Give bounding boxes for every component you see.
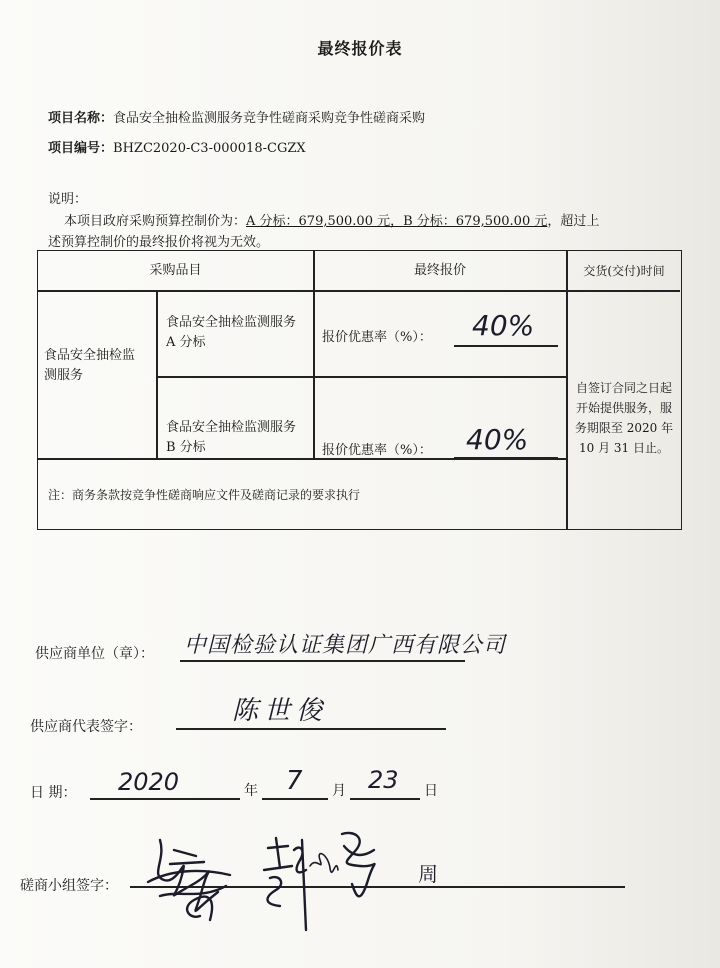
note-suffix: ，超过上	[547, 214, 600, 229]
rep-underline	[176, 728, 446, 730]
signature-stroke	[264, 838, 292, 906]
note-prefix: 本项目政府采购预算控制价为：	[64, 214, 247, 229]
rate-a-underline	[454, 345, 558, 347]
signature-stroke	[342, 833, 375, 896]
project-name-row	[48, 107, 425, 126]
supplier-underline	[180, 660, 465, 662]
panel-label: 磋商小组签字：	[20, 878, 118, 894]
rate-b-underline	[454, 457, 558, 459]
table-rule	[38, 290, 680, 292]
panel-signature-zhou: 周	[418, 862, 438, 886]
rate-b-value: 40%	[466, 423, 529, 456]
rep-handwritten: 陈世俊	[232, 696, 329, 726]
day-unit: 日	[424, 783, 438, 799]
year-value: 2020	[118, 768, 180, 796]
header-price: 最终报价	[413, 262, 466, 278]
rate-a-label: 报价优惠率（%）：	[322, 330, 432, 345]
category-cell: 食品安全抽检监测服务	[44, 348, 136, 383]
table-rule	[156, 376, 566, 378]
quote-table	[37, 250, 682, 530]
table-rule	[156, 290, 158, 458]
panel-signatures	[130, 820, 460, 940]
header-delivery: 交货(交付)时间	[583, 263, 665, 278]
note-line-2: 述预算控制价的最终报价将视为无效。	[48, 235, 270, 250]
rep-label: 供应商代表签字：	[30, 719, 142, 735]
date-label: 日 期：	[30, 785, 77, 801]
note-amounts: A 分标：679,500.00 元，B 分标：679,500.00 元	[246, 214, 548, 229]
project-code-value: BHZC2020-C3-000018-CGZX	[113, 141, 306, 156]
month-value: 7	[286, 766, 303, 796]
item-b-cell: 食品安全抽检监测服务 B 分标	[166, 420, 297, 455]
supplier-label: 供应商单位（章）：	[35, 646, 154, 662]
table-footnote: 注：商务条款按竞争性磋商响应文件及磋商记录的要求执行	[48, 488, 361, 502]
rate-a-value: 40%	[472, 309, 535, 342]
month-underline	[262, 798, 328, 800]
day-underline	[350, 798, 420, 800]
rate-b-label: 报价优惠率（%）：	[322, 443, 432, 458]
year-unit: 年	[244, 783, 258, 799]
signature-stroke	[310, 854, 338, 873]
supplier-handwritten: 中国检验认证集团广西有限公司	[184, 633, 507, 658]
signature-stroke	[294, 840, 306, 930]
table-rule	[566, 251, 568, 529]
note-line-1	[64, 210, 599, 229]
project-code-label: 项目编号：	[48, 141, 114, 156]
note-label: 说明：	[48, 192, 88, 207]
delivery-cell: 自签订合同之日起开始提供服务，服务期限至 2020 年 10 月 31 日止。	[574, 381, 674, 455]
document-title: 最终报价表	[317, 39, 403, 58]
month-unit: 月	[332, 783, 346, 799]
header-item: 采购品目	[149, 262, 202, 278]
signature-stroke	[148, 871, 230, 882]
year-underline	[90, 798, 240, 800]
project-code-row	[48, 137, 306, 156]
day-value: 23	[368, 766, 399, 794]
item-a-cell: 食品安全抽检监测服务 A 分标	[166, 315, 297, 350]
project-name-label: 项目名称：	[48, 111, 114, 126]
project-name-value: 食品安全抽检监测服务竞争性磋商采购竞争性磋商采购	[113, 111, 426, 126]
